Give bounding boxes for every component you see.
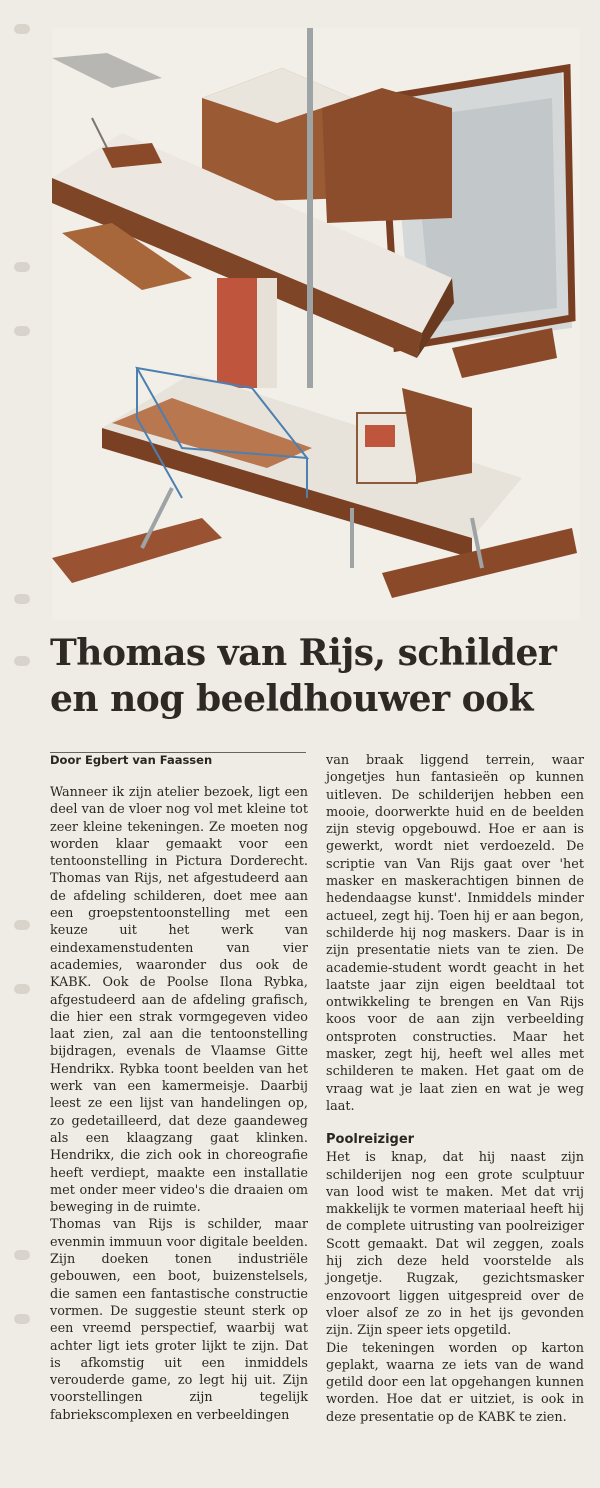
headline-line-2: en nog beeldhouwer ook: [50, 678, 534, 720]
article-column-right: [326, 752, 584, 1426]
punch-hole: [14, 24, 30, 34]
article-headline: [50, 630, 580, 722]
punch-hole: [14, 1250, 30, 1260]
punch-hole: [14, 656, 30, 666]
paragraph: van braak liggend terrein, waar jongetjes hun fantasieën op kunnen uitleven. De schilderijen hebben een mooie, doorwerkte huid en de beelden zijn stevig opgebouwd. Hoe er aan is gewerkt, wordt niet verdoezeld. De scriptie van Van Rijs gaat over 'het masker en maskerachtigen binnen de hedendaagse kunst'. Inmiddels minder actueel, zegt hij. Toen hij er aan begon, schilderde hij nog maskers. Daar is in zijn presentatie niets van te zien. De academie-student wordt geacht in het laatste jaar zijn eigen beeldtaal tot ontwikkeling te brengen en Van Rijs koos voor de aan zijn verbeelding ontsproten constructies. Maar het masker, zegt hij, heeft wel alles met schilderen te maken. Het gaat om de vraag wat je laat zien en wat je weg laat.: [326, 753, 584, 1114]
punch-hole: [14, 326, 30, 336]
paragraph: Wanneer ik zijn atelier bezoek, ligt een deel van de vloer nog vol met kleine tot zeer kleine tekeningen. Ze moeten nog worden klaar gemaakt voor een tentoonstelling in Pictura Dorderecht. Thomas van Rijs, net afgestudeerd aan de afdeling schilderen, doet mee aan een groepstentoonstelling met een keuze uit het werk van eindexamenstudenten van vier academies, waaronder dus ook de KABK. Ook de Poolse Ilona Rybka, afgestudeerd aan de afdeling grafisch, die hier een strak vormgegeven video laat zien, zal aan die tentoonstelling bijdragen, evenals de Vlaamse Gitte Hendrikx. Rybka toont beelden van het werk van een kamermeisje. Daarbij leest ze een lijst van handelingen op, zo gedetailleerd, dat deze gaandeweg als een klaagzang gaat klinken. Hendrikx, die zich ook in choreografie heeft verdiept, maakte een installatie met onder meer video's die draaien om beweging in de ruimte.: [50, 785, 308, 1216]
headline-line-1: Thomas van Rijs, schilder: [50, 632, 557, 674]
punch-hole: [14, 262, 30, 272]
paragraph: Thomas van Rijs is schilder, maar evenmin immuun voor digitale beelden. Zijn doeken tonen industriële gebouwen, een boot, buizenstelsels, die samen een fantastische constructie vormen. De suggestie steunt sterk op een vreemd perspectief, waarbij wat achter ligt iets groter lijkt te zijn. Dat is afkomstig uit een inmiddels verouderde game, zo legt hij uit. Zijn voorstellingen zijn tegelijk fabriekscomplexen en verbeeldingen: [50, 1217, 308, 1423]
punch-hole: [14, 1314, 30, 1324]
punch-hole: [14, 984, 30, 994]
article-column-left: [50, 750, 308, 1424]
paragraph: Die tekeningen worden op karton geplakt, waarna ze iets van de wand getild door een lat opgehangen kunnen worden. Hoe dat er uitziet, is ook in deze presentatie op de KABK te zien.: [326, 1340, 584, 1425]
byline: Door Egbert van Faassen: [50, 753, 213, 767]
punch-hole: [14, 594, 30, 604]
construction-painting-image: [52, 28, 580, 620]
section-subhead: Poolreiziger: [326, 1132, 415, 1148]
paragraph: Het is knap, dat hij naast zijn schilderijen nog een grote sculptuur van lood wist te maken. Met dat vrij makkelijk te vormen materiaal heeft hij de complete uitrusting van poolreiziger Scott gemaakt. Dat wil zeggen, zoals hij zich deze held voorstelde als jongetje. Rugzak, gezichtsmasker enzovoort liggen uitgespreid over de vloer alsof ze zo in het ijs gevonden zijn. Zijn speer iets opgetild.: [326, 1150, 584, 1339]
punch-hole: [14, 920, 30, 930]
artwork-illustration: [52, 28, 580, 620]
